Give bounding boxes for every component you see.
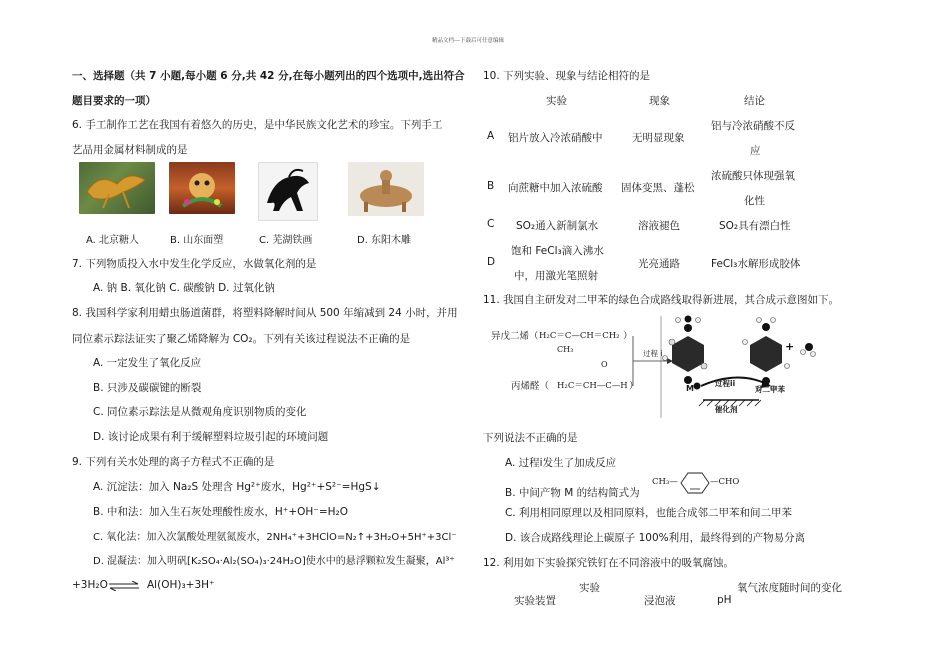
q12-header-experiment: 实验 [579, 582, 600, 594]
q6-option-b: B. 山东面塑 [170, 235, 224, 246]
q11-option-d: D. 该合成路线理论上碳原子 100%利用，最终得到的产物易分离 [505, 532, 806, 544]
q11-option-b: B. 中间产物 M 的结构简式为 [505, 487, 640, 499]
q11-subtext: 下列说法不正确的是 [483, 432, 578, 444]
reaction-arrows [483, 314, 863, 418]
q10-row-b-experiment: 向蔗糖中加入浓硫酸 [508, 182, 603, 194]
isoprene-label: 异戊二烯（ [491, 331, 539, 342]
q8-text-cont: 同位素示踪法证实了聚乙烯降解为 CO₂。下列有关该过程说法不正确的是 [72, 333, 411, 345]
q10-header-conclusion: 结论 [744, 95, 765, 107]
acrolein-formula: H₂C＝CH—C—H [557, 381, 628, 391]
q6-option-c: C. 芜湖铁画 [259, 235, 313, 246]
iron-painting-image [258, 162, 318, 221]
step2-label: 过程ii [715, 379, 736, 388]
wood-carving-image [348, 162, 424, 216]
q8-text: 8. 我国科学家利用蜡虫肠道菌群，将塑料降解时间从 500 年缩减到 24 小时，并用 [72, 307, 458, 319]
q10-row-a-conclusion: 铝与冷浓硝酸不反 [711, 120, 795, 132]
water-model [801, 343, 816, 357]
section-title-cont: 题目要求的一项） [72, 95, 156, 107]
q10-header-experiment: 实验 [546, 95, 567, 107]
intermediate-m-model [663, 316, 708, 390]
dough-figure-image [169, 162, 235, 214]
q7-options: A. 钠 B. 氧化钠 C. 碳酸钠 D. 过氧化钠 [93, 282, 275, 294]
page-header: 精品文档---下载后可任意编辑 [432, 38, 504, 44]
q10-row-c-phenomenon: 溶液褪色 [638, 220, 680, 232]
q10-row-a-label: A [487, 130, 495, 142]
q6-text: 6. 手工制作工艺在我国有着悠久的历史，是中华民族文化艺术的珍宝。下列手工 [72, 119, 443, 131]
q9-option-b: B. 中和法：加入生石灰处理酸性废水，H⁺+OH⁻=H₂O [93, 506, 348, 518]
acrolein-close: ） [629, 381, 639, 392]
q11-option-c: C. 利用相同原理以及相同原料，也能合成邻二甲苯和间二甲苯 [505, 507, 793, 519]
q9-option-d-eq-left: +3H₂O [72, 579, 108, 591]
q12-header-apparatus: 实验装置 [514, 595, 556, 607]
p-xylene-model [743, 318, 790, 391]
isoprene-formula: H₂C＝C—CH＝CH₂ [539, 331, 620, 341]
reversible-arrow-icon [108, 581, 140, 591]
q9-option-a: A. 沉淀法：加入 Na₂S 处理含 Hg²⁺废水，Hg²⁺+S²⁻=HgS↓ [93, 481, 381, 493]
step1-label: 过程 i [643, 349, 663, 358]
q10-row-b-conclusion-cont: 化性 [744, 195, 765, 207]
q12-header-oxygen-curve: 氧气浓度随时间的变化 [737, 582, 842, 594]
benzene-ring-icon [680, 472, 710, 494]
q10-row-b-phenomenon: 固体变黑、蓬松 [621, 182, 695, 194]
q10-row-d-label: D [487, 256, 496, 268]
q7-text: 7. 下列物质投入水中发生化学反应，水做氧化剂的是 [72, 258, 317, 270]
m-structure-left: CH₃— [652, 477, 678, 487]
isoprene-close: ） [623, 331, 633, 342]
q10-row-b-conclusion: 浓硫酸只体现强氧 [711, 170, 795, 182]
q8-option-a: A. 一定发生了氧化反应 [93, 357, 202, 369]
q10-row-d-conclusion: FeCl₃水解形成胶体 [711, 258, 801, 270]
q10-row-d-phenomenon: 光亮通路 [638, 258, 680, 270]
q6-text-cont: 艺品用金属材料制成的是 [72, 144, 188, 156]
q11-text: 11. 我国自主研发对二甲苯的绿色合成路线取得新进展，其合成示意图如下。 [483, 294, 840, 306]
acrolein-oxygen: O [601, 360, 608, 369]
q6-option-a: A. 北京糖人 [86, 235, 140, 246]
q10-header-phenomenon: 现象 [649, 95, 670, 107]
q10-row-c-conclusion: SO₂具有漂白性 [719, 220, 791, 232]
q10-row-a-phenomenon: 无明显现象 [632, 132, 685, 144]
intermediate-m-label: M [686, 384, 694, 393]
q10-row-c-label: C [487, 218, 495, 230]
sugar-figure-image [79, 162, 155, 214]
q10-row-a-conclusion-cont: 应 [750, 145, 761, 157]
q9-text: 9. 下列有关水处理的离子方程式不正确的是 [72, 456, 275, 468]
q12-text: 12. 利用如下实验探究铁钉在不同溶液中的吸氧腐蚀。 [483, 557, 735, 569]
q9-option-d: D. 混凝法：加入明矾[K₂SO₄·Al₂(SO₄)₃·24H₂O]使水中的悬浮颗粒发生凝聚，Al³⁺ [93, 556, 455, 567]
q12-header-solution: 浸泡液 [644, 595, 676, 607]
q6-option-d: D. 东阳木雕 [357, 235, 412, 246]
q11-option-a: A. 过程ⅰ发生了加成反应 [505, 457, 617, 469]
plus-sign: + [785, 340, 795, 353]
q10-row-a-experiment: 铝片放入冷浓硝酸中 [508, 132, 603, 144]
q10-row-d-experiment-cont: 中，用激光笔照射 [514, 270, 598, 282]
acrolein-label: 丙烯醛（ [511, 381, 550, 392]
synthesis-diagram [483, 314, 863, 418]
isoprene-methyl: CH₃ [557, 345, 574, 354]
q8-option-b: B. 只涉及碳碳键的断裂 [93, 382, 202, 394]
catalyst-label: 催化剂 [715, 405, 738, 414]
m-structure-right: —CHO [710, 477, 740, 487]
q8-option-d: D. 该讨论成果有利于缓解塑料垃圾引起的环境问题 [93, 431, 329, 443]
section-title: 一、选择题（共 7 小题,每小题 6 分,共 42 分,在每小题列出的四个选项中,选出符合 [72, 70, 465, 82]
q10-text: 10. 下列实验、现象与结论相符的是 [483, 70, 651, 82]
q12-header-ph: pH [717, 594, 732, 606]
q9-option-d-eq-right: Al(OH)₃+3H⁺ [147, 579, 215, 591]
q10-row-d-experiment: 饱和 FeCl₃滴入沸水 [511, 245, 604, 257]
q8-option-c: C. 同位素示踪法是从微观角度识别物质的变化 [93, 406, 307, 418]
product-label: 对二甲苯 [755, 385, 785, 394]
q10-row-c-experiment: SO₂通入新制氯水 [516, 220, 599, 232]
q10-row-b-label: B [487, 180, 495, 192]
q9-option-c: C. 氧化法：加入次氯酸处理氨氮废水，2NH₄⁺+3HClO=N₂↑+3H₂O+5H⁺+3Cl⁻ [93, 532, 457, 543]
